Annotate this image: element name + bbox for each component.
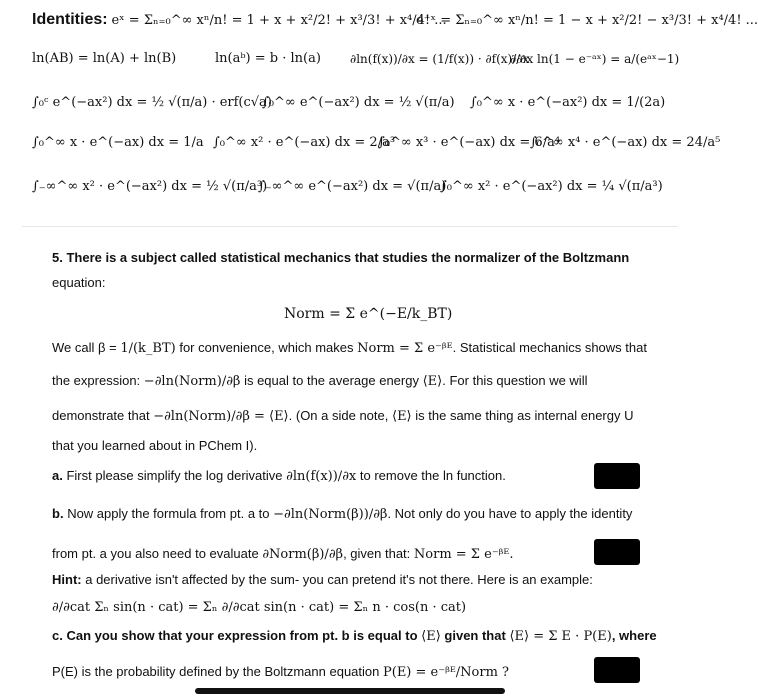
exp-neg-series: e⁻ˣ = Σₙ₌₀^∞ xⁿ/n! = 1 − x + x²/2! − x³/3! + x⁴/4! ... bbox=[416, 13, 758, 28]
part-c-text-1: Can you show that your expression from pt. b is equal to bbox=[66, 628, 418, 643]
part-a-text-1: First please simplify the log derivative bbox=[66, 468, 283, 483]
paragraph-line-1 bbox=[52, 339, 647, 358]
question-title-cont: equation: bbox=[52, 275, 106, 290]
part-b-text-1: Now apply the formula from pt. a to bbox=[67, 506, 270, 521]
hint-example: ∂/∂cat Σₙ sin(n · cat) = Σₙ ∂/∂cat sin(n · cat) = Σₙ n · cos(n · cat) bbox=[52, 600, 467, 615]
part-b2-norm: Norm = Σ e⁻ᵝᴱ. bbox=[413, 547, 514, 562]
p2-text-c: . For this question we will bbox=[442, 373, 588, 388]
part-b bbox=[52, 505, 632, 524]
gauss-full-identity: ∫₋∞^∞ e^(−ax²) dx = √(π/a) bbox=[258, 179, 447, 194]
paragraph-line-2 bbox=[52, 372, 587, 391]
avg-energy: ⟨E⟩ bbox=[422, 374, 443, 389]
identities-heading: Identities: bbox=[32, 11, 108, 28]
p2-text-b: is equal to the average energy bbox=[244, 373, 419, 388]
part-c-text-3: , where bbox=[611, 628, 657, 643]
part-c2-equation: P(E) = e⁻ᵝᴱ/Norm ? bbox=[383, 665, 510, 680]
beta-definition: 1/(k_BT) bbox=[120, 341, 176, 356]
log-derivative-example: ∂/∂x ln(1 − e⁻ᵃˣ) = a/(eᵃˣ−1) bbox=[510, 52, 680, 66]
part-b-text-2: . Not only do you have to apply the identity bbox=[387, 506, 633, 521]
avg-energy-note: ⟨E⟩ bbox=[392, 409, 412, 424]
part-a bbox=[52, 467, 506, 486]
x-exp-identity: ∫₀^∞ x · e^(−ax) dx = 1/a bbox=[32, 135, 204, 150]
x-gauss-half-identity: ∫₀^∞ x · e^(−ax²) dx = 1/(2a) bbox=[470, 95, 666, 110]
redaction-box bbox=[594, 463, 640, 489]
part-c-avg: ⟨E⟩ bbox=[421, 629, 441, 644]
p1-text-b: for convenience, which makes bbox=[179, 340, 354, 355]
gauss-erf-identity: ∫₀ᶜ e^(−ax²) dx = ½ √(π/a) · erf(c√a) bbox=[32, 95, 272, 110]
exp-pos-series: eˣ = Σₙ₌₀^∞ xⁿ/n! = 1 + x + x²/2! + x³/3! + x⁴/4! ... bbox=[111, 13, 447, 28]
norm-beta: Norm = Σ e⁻ᵝᴱ bbox=[357, 341, 453, 356]
x2-gauss-half-identity: ∫₀^∞ x² · e^(−ax²) dx = ¼ √(π/a³) bbox=[440, 179, 663, 194]
part-b-dlnnorm: −∂ln(Norm(β))/∂β bbox=[273, 507, 388, 522]
part-c bbox=[52, 627, 657, 646]
part-c-text-2: given that bbox=[444, 628, 506, 643]
part-a-dlnf: ∂ln(f(x))/∂x bbox=[286, 469, 357, 484]
identities-panel bbox=[0, 0, 758, 225]
hint-text: a derivative isn't affected by the sum- you can pretend it's not there. Here is an example: bbox=[85, 572, 593, 587]
part-b2-text-1: from pt. a you also need to evaluate bbox=[52, 546, 259, 561]
hint-label: Hint: bbox=[52, 572, 82, 587]
p1-text-a: We call β = bbox=[52, 340, 117, 355]
paragraph-line-4: that you learned about in PChem I). bbox=[52, 438, 258, 453]
part-a-label: a. bbox=[52, 468, 63, 483]
paragraph-line-3 bbox=[52, 407, 634, 426]
x3-exp-identity: ∫₀^∞ x³ · e^(−ax) dx = 6/a⁴ bbox=[378, 135, 561, 150]
p3-text-c: is the same thing as internal energy U bbox=[415, 408, 634, 423]
part-b-label: b. bbox=[52, 506, 64, 521]
part-b2-text-2: , given that: bbox=[343, 546, 411, 561]
p3-text-b: . (On a side note, bbox=[288, 408, 389, 423]
home-indicator-bar bbox=[195, 688, 505, 694]
demo-equation: −∂ln(Norm)/∂β = ⟨E⟩ bbox=[153, 409, 289, 424]
p3-text-a: demonstrate that bbox=[52, 408, 150, 423]
question-title: 5. There is a subject called statistical mechanics that studies the normalizer of the Boltzmann bbox=[52, 250, 630, 265]
redaction-box bbox=[594, 539, 640, 565]
redaction-box bbox=[594, 657, 640, 683]
p1-text-c: . Statistical mechanics shows that bbox=[452, 340, 647, 355]
gauss-half-identity: ∫₀^∞ e^(−ax²) dx = ½ √(π/a) bbox=[262, 95, 455, 110]
part-c-line-2 bbox=[52, 663, 509, 682]
part-c2-text-1: P(E) is the probability defined by the Boltzmann equation bbox=[52, 664, 380, 679]
log-power-identity: ln(aᵇ) = b · ln(a) bbox=[215, 51, 321, 66]
minus-dlnnorm: −∂ln(Norm)/∂β bbox=[143, 374, 241, 389]
hint bbox=[52, 571, 593, 589]
part-a-text-2: to remove the ln function. bbox=[359, 468, 506, 483]
log-derivative-identity: ∂ln(f(x))/∂x = (1/f(x)) · ∂f(x)/∂x bbox=[350, 52, 530, 66]
x4-exp-identity: ∫₀^∞ x⁴ · e^(−ax) dx = 24/a⁵ bbox=[530, 135, 721, 150]
part-b2-dnorm: ∂Norm(β)/∂β bbox=[262, 547, 344, 562]
p2-text-a: the expression: bbox=[52, 373, 141, 388]
x2-gauss-full-identity: ∫₋∞^∞ x² · e^(−ax²) dx = ½ √(π/a³) bbox=[32, 179, 268, 194]
log-product-identity: ln(AB) = ln(A) + ln(B) bbox=[32, 51, 177, 66]
question-page bbox=[22, 226, 678, 697]
x2-exp-identity: ∫₀^∞ x² · e^(−ax) dx = 2/a³ bbox=[213, 135, 396, 150]
norm-equation: Norm = Σ e^(−E/k_BT) bbox=[284, 306, 453, 322]
part-c-label: c. bbox=[52, 628, 63, 643]
part-b-line-2 bbox=[52, 545, 514, 564]
part-c-definition: ⟨E⟩ = Σ E · P(E) bbox=[509, 629, 612, 644]
